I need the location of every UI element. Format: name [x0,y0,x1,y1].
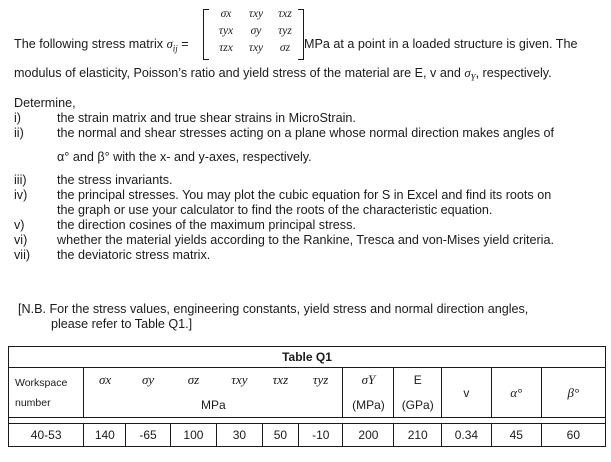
number-label: number [15,396,51,409]
item-number: i) [14,111,21,125]
equals-sign: = [177,37,189,51]
header-e: E [394,368,442,393]
cell-workspace: 40-53 [9,424,84,447]
item-text: α° and β° with the x- and y-axes, respectively. [57,150,312,164]
item-number: iv) [14,188,28,202]
intro-prefix: The following stress matrix [14,37,167,51]
header-tau-xz: τxz [262,368,299,393]
note-line-1: [N.B. For the stress values, engineering constants, yield stress and normal direction angles, [18,302,529,316]
item-text: the principal stresses. You may plot the cubic equation for S in Excel and find its roots on [57,188,552,202]
header-beta: β° [541,368,605,418]
note-line-2: please refer to Table Q1.] [51,317,193,331]
header-sy-unit: (MPa) [343,392,394,418]
item-text: the strain matrix and true shear strains in MicroStrain. [57,111,356,125]
matrix-cell: τyz [278,25,292,37]
cell-v: 0.34 [442,424,492,447]
header-e-unit: (GPa) [394,392,442,418]
item-number: vii) [14,248,31,262]
stress-subscript: ij [172,43,178,54]
item-text: the direction cosines of the maximum principal stress. [57,218,356,232]
cell-tau-xy: 30 [217,424,262,447]
cell-alpha: 45 [491,424,541,447]
stress-matrix [203,6,304,59]
header-mpa: MPa [84,392,343,418]
item-text: the stress invariants. [57,173,173,187]
cell-tau-yz: -10 [299,424,343,447]
table-title: Table Q1 [9,347,606,368]
cell-sigma-y-yield: 200 [343,424,394,447]
workspace-label: Workspace [15,376,68,389]
cell-beta: 60 [541,424,605,447]
item-text: the graph or use your calculator to find the roots of the characteristic equation. [57,203,493,217]
cell-sigma-y: -65 [126,424,170,447]
cell-sigma-z: 100 [170,424,217,447]
matrix-cell: σz [279,42,291,54]
intro-line-1 [14,37,189,54]
matrix-cell: σy [250,25,262,37]
item-number: v) [14,218,25,232]
cell-sigma-x: 140 [84,424,126,447]
matrix-cell: τxy [248,8,264,20]
stress-symbol: σ [166,37,173,51]
matrix-cell: τzx [219,42,233,54]
workspace-header [9,368,84,418]
intro-line-2 [14,66,552,83]
header-sigma-y-yield: σY [343,368,394,393]
intro-line-2-end: , respectively. [475,66,552,80]
matrix-cell: τxy [248,42,264,54]
item-number: ii) [14,126,24,140]
item-text: the deviatoric stress matrix. [57,248,211,262]
header-alpha: α° [491,368,541,418]
yield-subscript: Y [470,72,476,83]
item-text: whether the material yields according to the Rankine, Tresca and von-Mises yield criteria. [57,233,554,247]
intro-line-1-suffix: MPa at a point in a loaded structure is given. The [304,37,578,51]
header-sigma-y: σy [126,368,170,393]
yield-symbol: σ [464,66,471,80]
header-tau-xy: τxy [217,368,262,393]
header-sigma-z: σz [170,368,217,393]
table-row [9,424,606,447]
header-v: v [442,368,492,418]
table-q1 [8,346,606,447]
matrix-left-bracket [203,9,209,60]
item-number: iii) [14,173,27,187]
item-number: vi) [14,233,28,247]
matrix-cell: τyx [218,25,234,37]
item-text: the normal and shear stresses acting on a plane whose normal direction makes angles of [57,126,555,140]
intro-line-2-text: modulus of elasticity, Poisson’s ratio and yield stress of the material are E, v and [14,66,465,80]
matrix-cell: τxz [278,8,292,20]
cell-e: 210 [394,424,442,447]
header-tau-yz: τyz [299,368,343,393]
cell-tau-xz: 50 [262,424,299,447]
determine-heading: Determine, [14,96,76,110]
header-sigma-x: σx [84,368,126,393]
matrix-cell: σx [220,8,232,20]
